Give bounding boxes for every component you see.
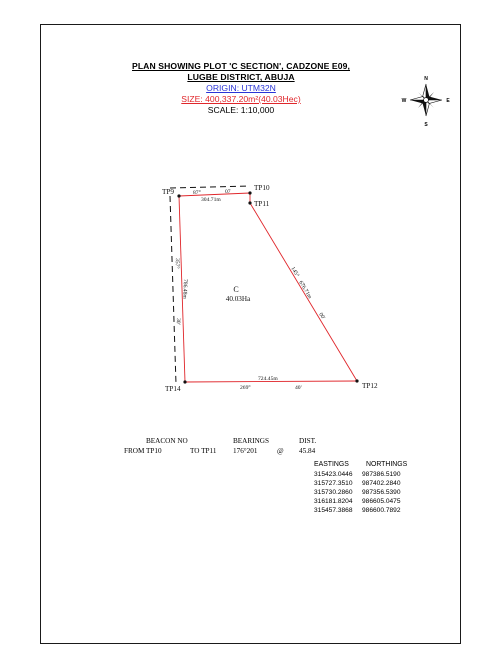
left-bearing-min: 30'	[174, 317, 181, 325]
table-header-dist: DIST.	[299, 437, 317, 445]
coord-northing: 987386.5190	[362, 471, 401, 478]
coord-northing: 987402.2840	[362, 480, 401, 487]
beacon-tp14	[183, 380, 186, 383]
coord-easting: 315727.3510	[314, 480, 353, 487]
beacon-tp11	[248, 201, 251, 204]
left-distance: 786.48m	[181, 278, 188, 299]
compass-south-label: S	[424, 122, 428, 128]
coord-header-northings: NORTHINGS	[366, 461, 408, 468]
dashed-top-line	[170, 186, 250, 188]
beacon-tp12	[355, 379, 358, 382]
right-distance: 676.71m	[297, 279, 313, 300]
beacon-label-tp12: TP12	[362, 382, 378, 390]
plan-title-line-2: LUGBE DISTRICT, ABUJA	[187, 72, 295, 82]
table-from: FROM TP10	[124, 447, 162, 455]
boundary-tp9-tp10	[179, 193, 250, 196]
coord-easting: 316181.8204	[314, 498, 353, 505]
beacon-tp9	[177, 194, 180, 197]
origin-text: ORIGIN: UTM32N	[206, 83, 276, 93]
coord-northing: 986605.0475	[362, 498, 401, 505]
compass-west-label: W	[401, 98, 407, 104]
compass-north-label: N	[424, 76, 428, 82]
compass-rose-icon	[410, 84, 442, 116]
coord-header-eastings: EASTINGS	[314, 461, 349, 468]
right-bearing-deg: 145°	[289, 265, 300, 279]
table-at: @	[277, 447, 284, 455]
bottom-distance: 724.45m	[258, 376, 278, 382]
right-bearing-min: 00'	[317, 311, 326, 321]
coord-easting: 315730.2860	[314, 489, 353, 496]
plot-label: C	[233, 285, 239, 294]
left-bearing-deg: 357°	[173, 257, 180, 269]
coord-northing: 987356.5390	[362, 489, 401, 496]
plot-area: 40.03Ha	[225, 295, 251, 303]
bottom-bearing-min: 40'	[295, 385, 302, 391]
table-to: TO TP11	[190, 447, 217, 455]
scale-text: SCALE: 1:10,000	[207, 105, 275, 115]
plot-boundary	[179, 193, 357, 382]
beacon-label-tp9: TP9	[162, 188, 174, 196]
top-bearing-min: 07	[225, 189, 231, 195]
compass-east-label: E	[446, 98, 450, 104]
coord-northing: 986600.7892	[362, 507, 401, 514]
coord-easting: 315457.3868	[314, 507, 353, 514]
size-text: SIZE: 400,337.20m²(40.03Hec)	[181, 94, 301, 104]
bottom-bearing-deg: 269°	[240, 385, 251, 391]
coord-easting: 315423.0446	[314, 471, 353, 478]
dashed-left-line	[170, 196, 176, 384]
beacon-label-tp14: TP14	[165, 385, 181, 393]
table-header-bearings: BEARINGS	[233, 437, 269, 445]
top-bearing-deg: 87°	[193, 190, 201, 196]
plan-title-line-1: PLAN SHOWING PLOT 'C SECTION', CADZONE E09,	[132, 61, 350, 71]
table-dist-value: 45.84	[299, 447, 316, 455]
beacon-label-tp11: TP11	[254, 200, 270, 208]
top-distance: 304.71m	[201, 197, 221, 203]
beacon-tp10	[248, 191, 251, 194]
table-header-beacon: BEACON NO	[146, 437, 188, 445]
beacon-label-tp10: TP10	[254, 184, 270, 192]
table-bearing-value: 176°201	[233, 447, 258, 455]
